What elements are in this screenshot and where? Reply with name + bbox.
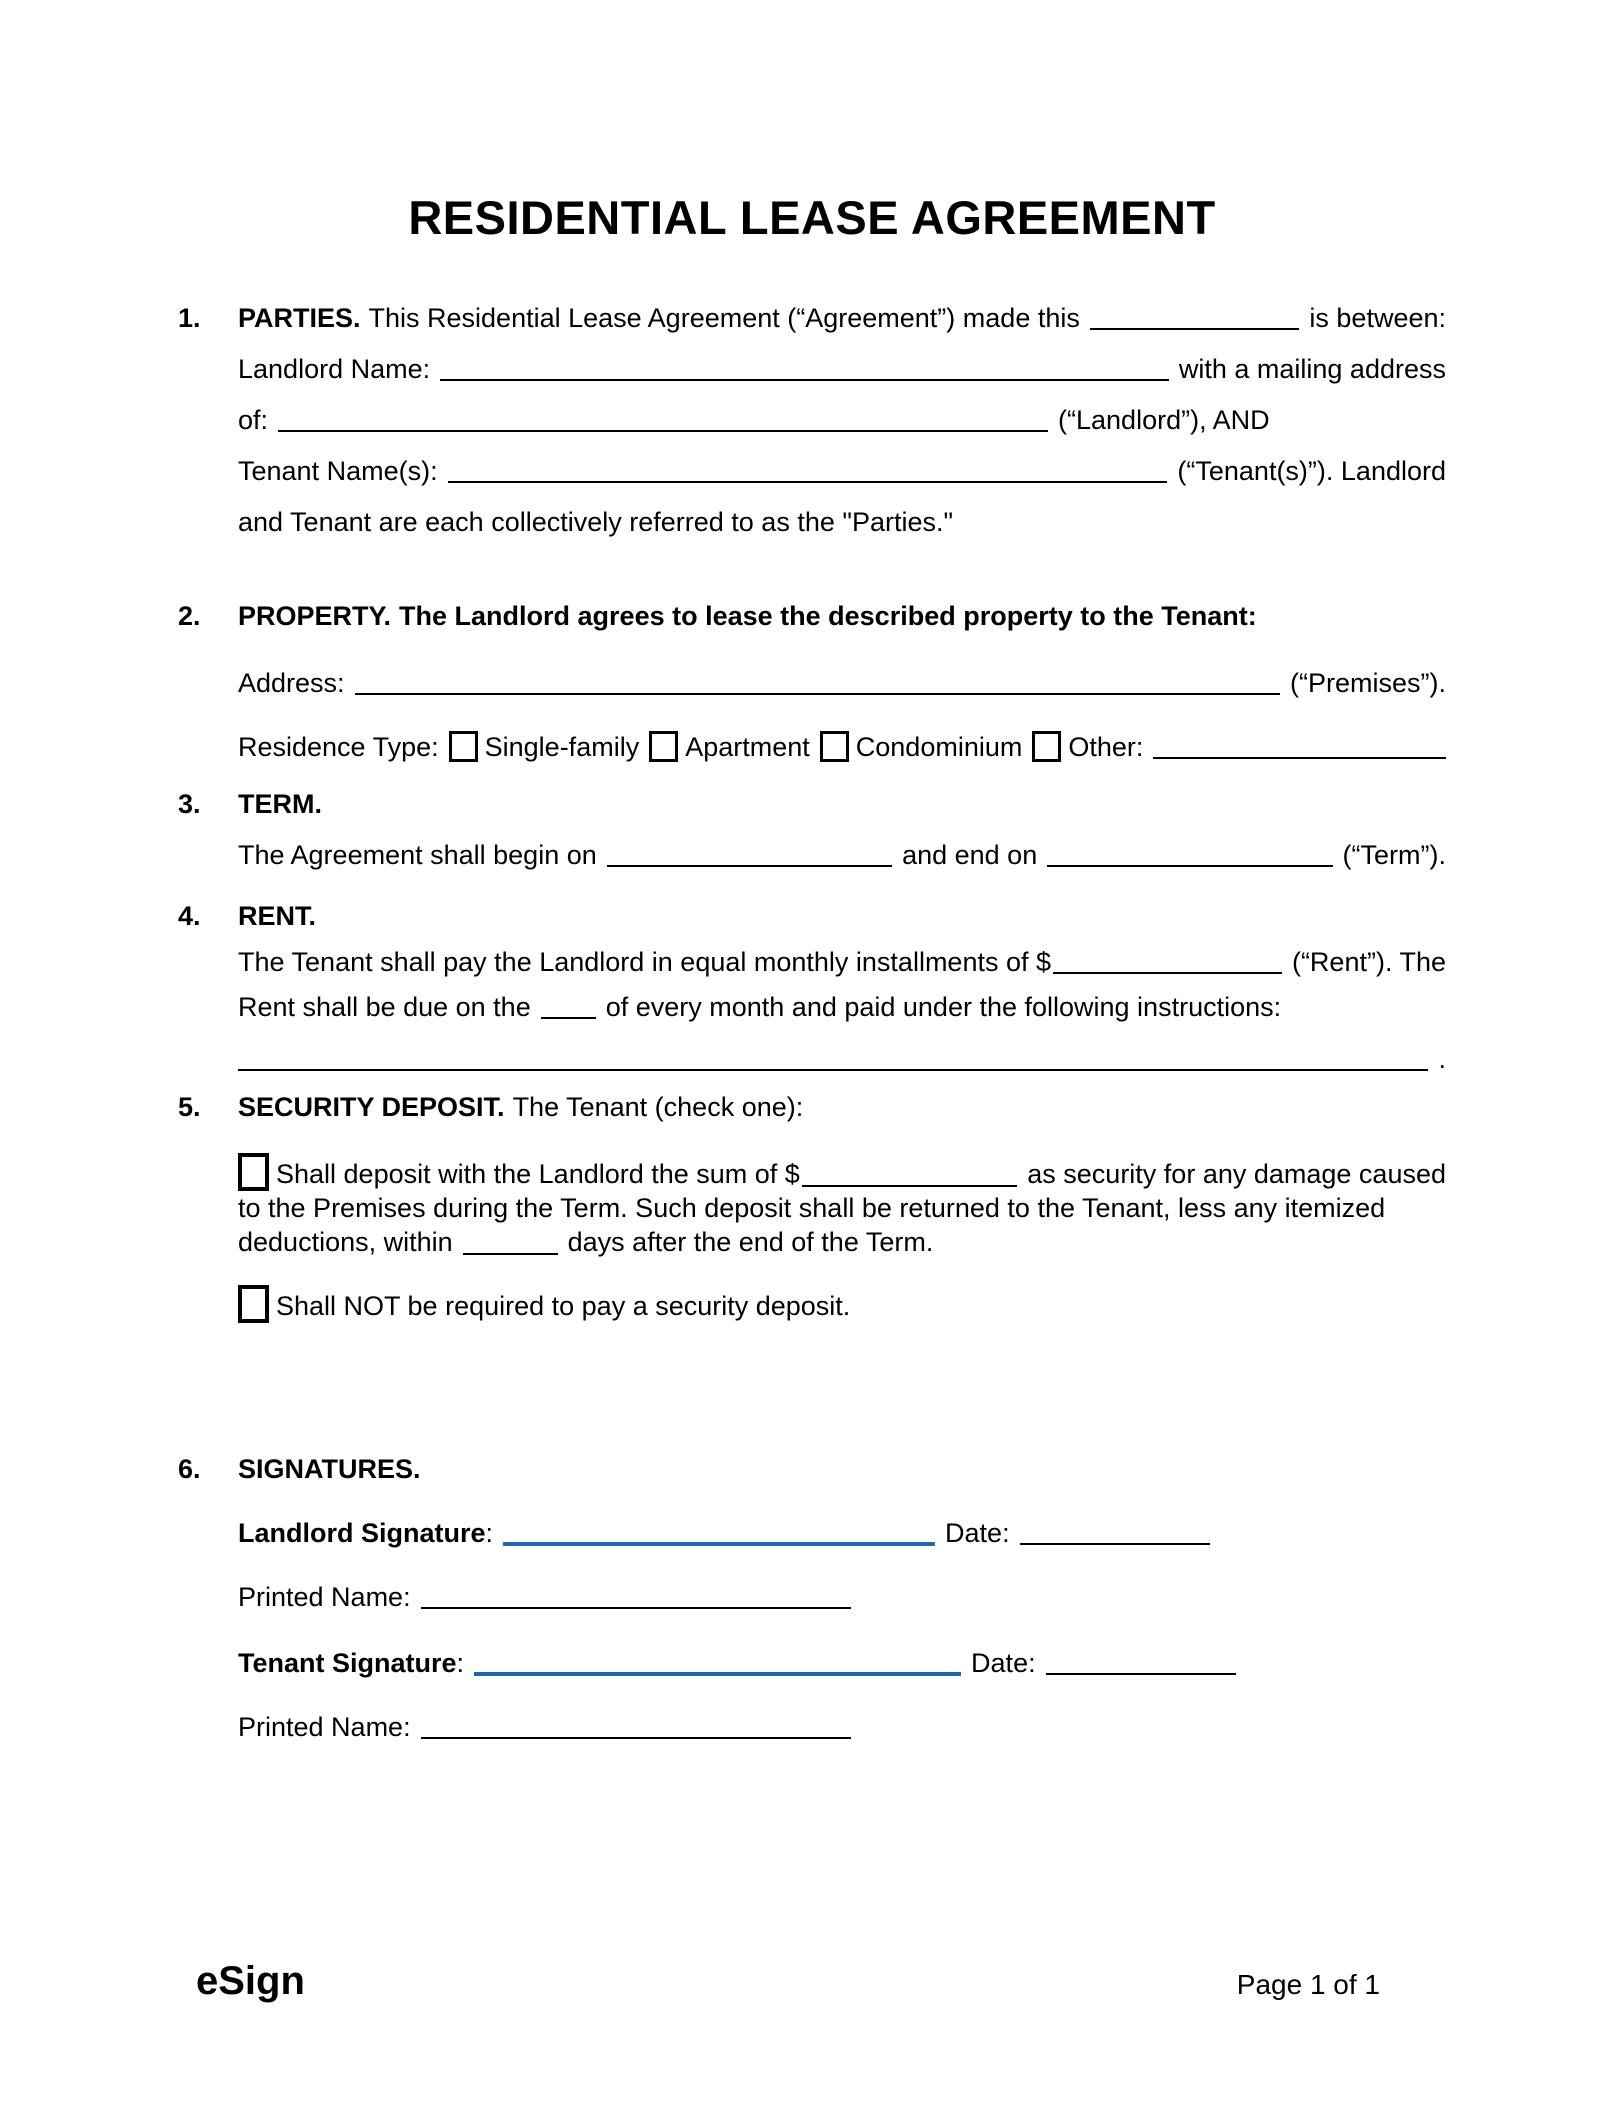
payment-instructions-line bbox=[238, 1043, 1446, 1075]
deposit-days-blank[interactable] bbox=[463, 1253, 558, 1255]
section-term bbox=[178, 788, 1446, 871]
term-tail-text: (“Term”). bbox=[1342, 840, 1447, 870]
signatures-heading: SIGNATURES. bbox=[238, 1454, 421, 1484]
page-number-label: Page 1 of 1 bbox=[1236, 1969, 1380, 2000]
section-security-deposit bbox=[178, 1091, 1446, 1323]
checkbox-shall-deposit[interactable] bbox=[238, 1153, 269, 1191]
term-dates-line bbox=[238, 839, 1446, 871]
rent-amount-tail: (“Rent”). The bbox=[1291, 947, 1446, 977]
section-number: 3. bbox=[178, 789, 201, 819]
residence-type-label: Residence Type: bbox=[238, 732, 439, 762]
checkbox-single-family[interactable] bbox=[449, 731, 478, 762]
landlord-date-blank[interactable] bbox=[1020, 1543, 1210, 1545]
landlord-signature-label: Landlord Signature bbox=[238, 1518, 486, 1548]
colon: : bbox=[485, 1518, 494, 1548]
option-condominium-label: Condominium bbox=[855, 732, 1023, 762]
landlord-name-line bbox=[238, 353, 1446, 385]
landlord-address-label: of: bbox=[238, 405, 269, 435]
parties-heading: PARTIES. bbox=[238, 303, 361, 333]
term-begin-text: The Agreement shall begin on bbox=[238, 840, 597, 870]
landlord-date-label: Date: bbox=[945, 1518, 1010, 1548]
tenant-printed-name-label: Printed Name: bbox=[238, 1712, 411, 1742]
term-end-date-blank[interactable] bbox=[1047, 865, 1332, 867]
deposit-option-1-line-3 bbox=[238, 1225, 1446, 1259]
tenant-name-blank[interactable] bbox=[448, 481, 1168, 483]
section-number: 6. bbox=[178, 1454, 201, 1484]
tenant-printed-name-blank[interactable] bbox=[421, 1737, 851, 1739]
tenant-date-label: Date: bbox=[971, 1648, 1036, 1678]
property-heading-line bbox=[238, 600, 1446, 632]
option-other-label: Other: bbox=[1068, 732, 1144, 762]
landlord-address-line bbox=[238, 404, 1446, 436]
rent-amount-blank[interactable] bbox=[1053, 972, 1282, 974]
tenant-printed-name-line bbox=[238, 1711, 1446, 1743]
checkbox-no-deposit[interactable] bbox=[238, 1285, 269, 1323]
tenant-signature-label: Tenant Signature bbox=[238, 1648, 457, 1678]
property-address-blank[interactable] bbox=[355, 693, 1280, 695]
deposit-option-1-line-1 bbox=[238, 1157, 1446, 1191]
landlord-name-blank[interactable] bbox=[440, 379, 1169, 381]
deposit-option-1 bbox=[238, 1157, 1446, 1259]
deposit-amount-blank[interactable] bbox=[802, 1185, 1017, 1187]
residence-type-line bbox=[238, 731, 1446, 763]
tenant-date-blank[interactable] bbox=[1046, 1673, 1236, 1675]
landlord-printed-name-label: Printed Name: bbox=[238, 1582, 411, 1612]
term-mid-text: and end on bbox=[902, 840, 1038, 870]
property-heading-rest: The Landlord agrees to lease the described property to the Tenant: bbox=[399, 601, 1257, 631]
term-heading-line bbox=[238, 788, 1446, 820]
option-single-family-label: Single-family bbox=[484, 732, 640, 762]
rent-heading-line bbox=[238, 900, 1446, 932]
checkbox-other[interactable] bbox=[1032, 731, 1061, 762]
deposit-sum-text: Shall deposit with the Landlord the sum of $ bbox=[276, 1159, 800, 1189]
page-footer bbox=[196, 1958, 1380, 2004]
rent-heading: RENT. bbox=[238, 901, 317, 931]
no-deposit-text: Shall NOT be required to pay a security deposit. bbox=[276, 1291, 851, 1321]
property-address-tail: (“Premises”). bbox=[1290, 668, 1446, 698]
rent-due-line bbox=[238, 991, 1446, 1023]
esign-logo: eSign bbox=[196, 1959, 305, 2003]
section-signatures bbox=[178, 1453, 1446, 1743]
parties-intro-line bbox=[238, 302, 1446, 334]
property-address-label: Address: bbox=[238, 668, 345, 698]
payment-instructions-blank[interactable] bbox=[238, 1069, 1428, 1071]
rent-amount-text: The Tenant shall pay the Landlord in equal monthly installments of $ bbox=[238, 947, 1052, 977]
deposit-return-text: to the Premises during the Term. Such deposit shall be returned to the Tenant, less any itemized bbox=[238, 1193, 1386, 1223]
tenant-name-label: Tenant Name(s): bbox=[238, 456, 438, 486]
landlord-signature-field[interactable] bbox=[503, 1542, 935, 1546]
rent-due-tail: of every month and paid under the following instructions: bbox=[605, 992, 1282, 1022]
signatures-heading-line bbox=[238, 1453, 1446, 1485]
tenant-name-line bbox=[238, 455, 1446, 487]
term-start-date-blank[interactable] bbox=[607, 865, 892, 867]
agreement-date-blank[interactable] bbox=[1090, 328, 1300, 330]
section-number: 1. bbox=[178, 303, 201, 333]
rent-due-day-blank[interactable] bbox=[541, 1017, 596, 1019]
colon: : bbox=[456, 1648, 465, 1678]
payment-instructions-period: . bbox=[1438, 1044, 1446, 1074]
rent-due-text: Rent shall be due on the bbox=[238, 992, 531, 1022]
landlord-address-blank[interactable] bbox=[278, 430, 1048, 432]
other-residence-blank[interactable] bbox=[1153, 757, 1446, 759]
parties-closing-line bbox=[238, 506, 1446, 538]
landlord-printed-name-line bbox=[238, 1581, 1446, 1613]
landlord-printed-name-blank[interactable] bbox=[421, 1607, 851, 1609]
section-number: 2. bbox=[178, 601, 201, 631]
term-heading: TERM. bbox=[238, 789, 322, 819]
checkbox-condominium[interactable] bbox=[820, 731, 849, 762]
landlord-name-label: Landlord Name: bbox=[238, 354, 431, 384]
property-address-line bbox=[238, 667, 1446, 699]
parties-intro-text: This Residential Lease Agreement (“Agreement”) made this bbox=[368, 303, 1080, 333]
security-deposit-heading-line bbox=[238, 1091, 1446, 1123]
section-number: 4. bbox=[178, 901, 201, 931]
section-number: 5. bbox=[178, 1092, 201, 1122]
section-rent bbox=[178, 900, 1446, 1075]
document-title: RESIDENTIAL LEASE AGREEMENT bbox=[408, 191, 1216, 244]
landlord-name-tail: with a mailing address bbox=[1178, 354, 1446, 384]
section-parties bbox=[178, 302, 1446, 538]
deposit-option-1-line-2 bbox=[238, 1191, 1446, 1225]
parties-intro-tail: is between: bbox=[1309, 303, 1446, 333]
tenant-signature-field[interactable] bbox=[474, 1672, 961, 1676]
security-deposit-heading: SECURITY DEPOSIT. bbox=[238, 1092, 505, 1122]
deposit-days-text: deductions, within bbox=[238, 1227, 453, 1257]
tenant-signature-line bbox=[238, 1647, 1446, 1679]
deposit-days-tail: days after the end of the Term. bbox=[567, 1227, 934, 1257]
section-property bbox=[178, 600, 1446, 763]
deposit-option-2 bbox=[238, 1289, 1446, 1323]
landlord-signature-line bbox=[238, 1517, 1446, 1549]
checkbox-apartment[interactable] bbox=[649, 731, 678, 762]
parties-closing-text: and Tenant are each collectively referred to as the "Parties." bbox=[238, 507, 954, 537]
property-heading: PROPERTY. bbox=[238, 601, 392, 631]
security-deposit-heading-rest: The Tenant (check one): bbox=[512, 1092, 804, 1122]
option-apartment-label: Apartment bbox=[685, 732, 810, 762]
landlord-address-tail: (“Landlord”), AND bbox=[1058, 405, 1270, 435]
deposit-sum-tail: as security for any damage caused bbox=[1027, 1159, 1446, 1189]
tenant-name-tail: (“Tenant(s)”). Landlord bbox=[1177, 456, 1446, 486]
rent-amount-line bbox=[238, 946, 1446, 978]
